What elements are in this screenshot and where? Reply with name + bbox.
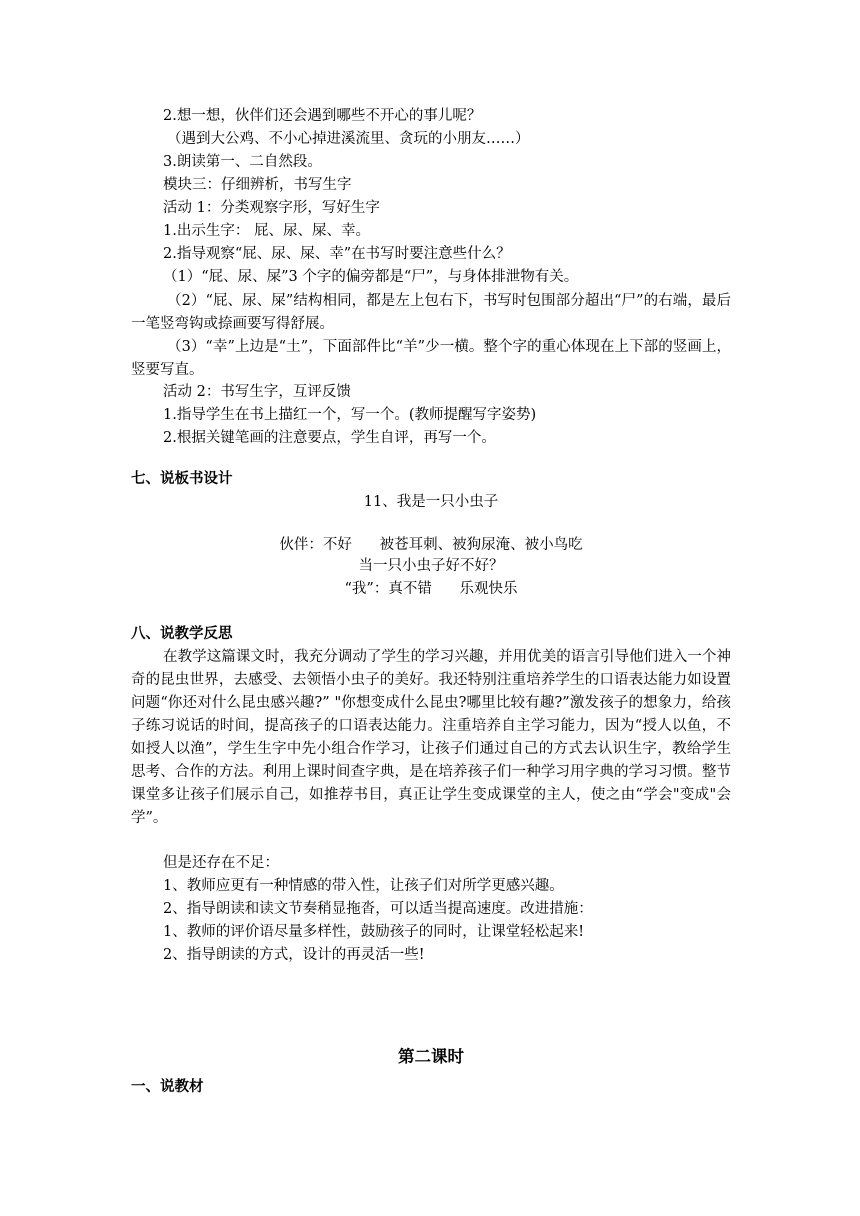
- note-3: （3）“幸”上边是“土”，下面部件比“羊”少一横。整个字的重心体现在上下部的竖画上，竖要写直。: [131, 339, 731, 378]
- improvement-1: 1、教师的评价语尽量多样性，鼓励孩子的同时，让课堂轻松起来!: [163, 924, 585, 940]
- note-1: （1）“屁、尿、屎”3 个字的偏旁都是“尸”，与身体排泄物有关。: [163, 269, 579, 285]
- shortcoming-1: 1、教师应更有一种情感的带入性，让孩子们对所学更感兴趣。: [163, 878, 564, 894]
- question-2-answer: （遇到大公鸡、不小心掉进溪流里、贪玩的小朋友……）: [167, 131, 530, 147]
- activity-2-step-1: 1.指导学生在书上描红一个，写一个。(教师提醒写字姿势): [163, 407, 537, 423]
- question-2: 2.想一想，伙伴们还会遇到哪些不开心的事儿呢？: [163, 108, 482, 124]
- question-3: 3.朗读第一、二自然段。: [163, 154, 322, 170]
- section-7-heading: 七、说板书设计: [131, 471, 233, 487]
- shortcoming-intro: 但是还存在不足：: [163, 855, 279, 871]
- board-line-2: 当一只小虫子好不好？: [358, 558, 504, 574]
- shortcoming-2: 2、指导朗读和读文节奏稍显拖沓，可以适当提高速度。改进措施：: [163, 901, 593, 917]
- activity-1-title: 活动 1：分类观察字形，写好生字: [163, 200, 380, 216]
- board-line-3: “我”：真不错 乐观快乐: [344, 581, 518, 597]
- step-2: 2.指导观察“屁、尿、屎、幸”在书写时要注意些什么？: [163, 246, 511, 262]
- module-3-title: 模块三：仔细辨析，书写生字: [163, 177, 352, 193]
- section-8-heading: 八、说教学反思: [131, 626, 233, 642]
- note-2: （2）“屁、尿、屎”结构相同，都是左上包右下，书写时包围部分超出“尸”的右端，最后一笔竖弯钩或捺画要写得舒展。: [131, 293, 731, 332]
- reflection-paragraph: 在教学这篇课文时，我充分调动了学生的学习兴趣，并用优美的语言引导他们进入一个神奇的昆虫世界，去感受、去领悟小虫子的美好。我还特别注重培养学生的口语表达能力如设置问题“你还对什么昆虫感兴趣?” "你想变成什么昆虫?哪里比较有趣?”激发孩子的想象力，给孩子练习说话的时间，提高孩子的口语表达能力。注重培养自主学习能力，因为“授人以鱼，不如授人以渔”，学生生字中先小组合作学习，让孩子们通过自己的方式去认识生字，教给学生思考、合作的方法。利用上课时间查字典，是在培养孩子们一种学习用字典的学习习惯。整节课堂多让孩子们展示自己，如推荐书目，真正让学生变成课堂的主人，使之由“学会"变成"会学”。: [131, 649, 731, 826]
- lesson-2-title: 第二课时: [398, 1047, 464, 1066]
- lesson-2-section-1-heading: 一、说教材: [131, 1079, 204, 1095]
- step-1: 1.出示生字： 屁、尿、屎、幸。: [163, 223, 370, 239]
- activity-2-title: 活动 2：书写生字，互评反馈: [163, 384, 351, 400]
- board-line-1: 伙伴：不好 被苍耳刺、被狗尿淹、被小鸟吃: [279, 537, 583, 553]
- board-title: 11、我是一只小虫子: [363, 494, 499, 510]
- activity-2-step-2: 2.根据关键笔画的注意要点，学生自评，再写一个。: [163, 430, 496, 446]
- improvement-2: 2、指导朗读的方式，设计的再灵活一些!: [163, 947, 425, 963]
